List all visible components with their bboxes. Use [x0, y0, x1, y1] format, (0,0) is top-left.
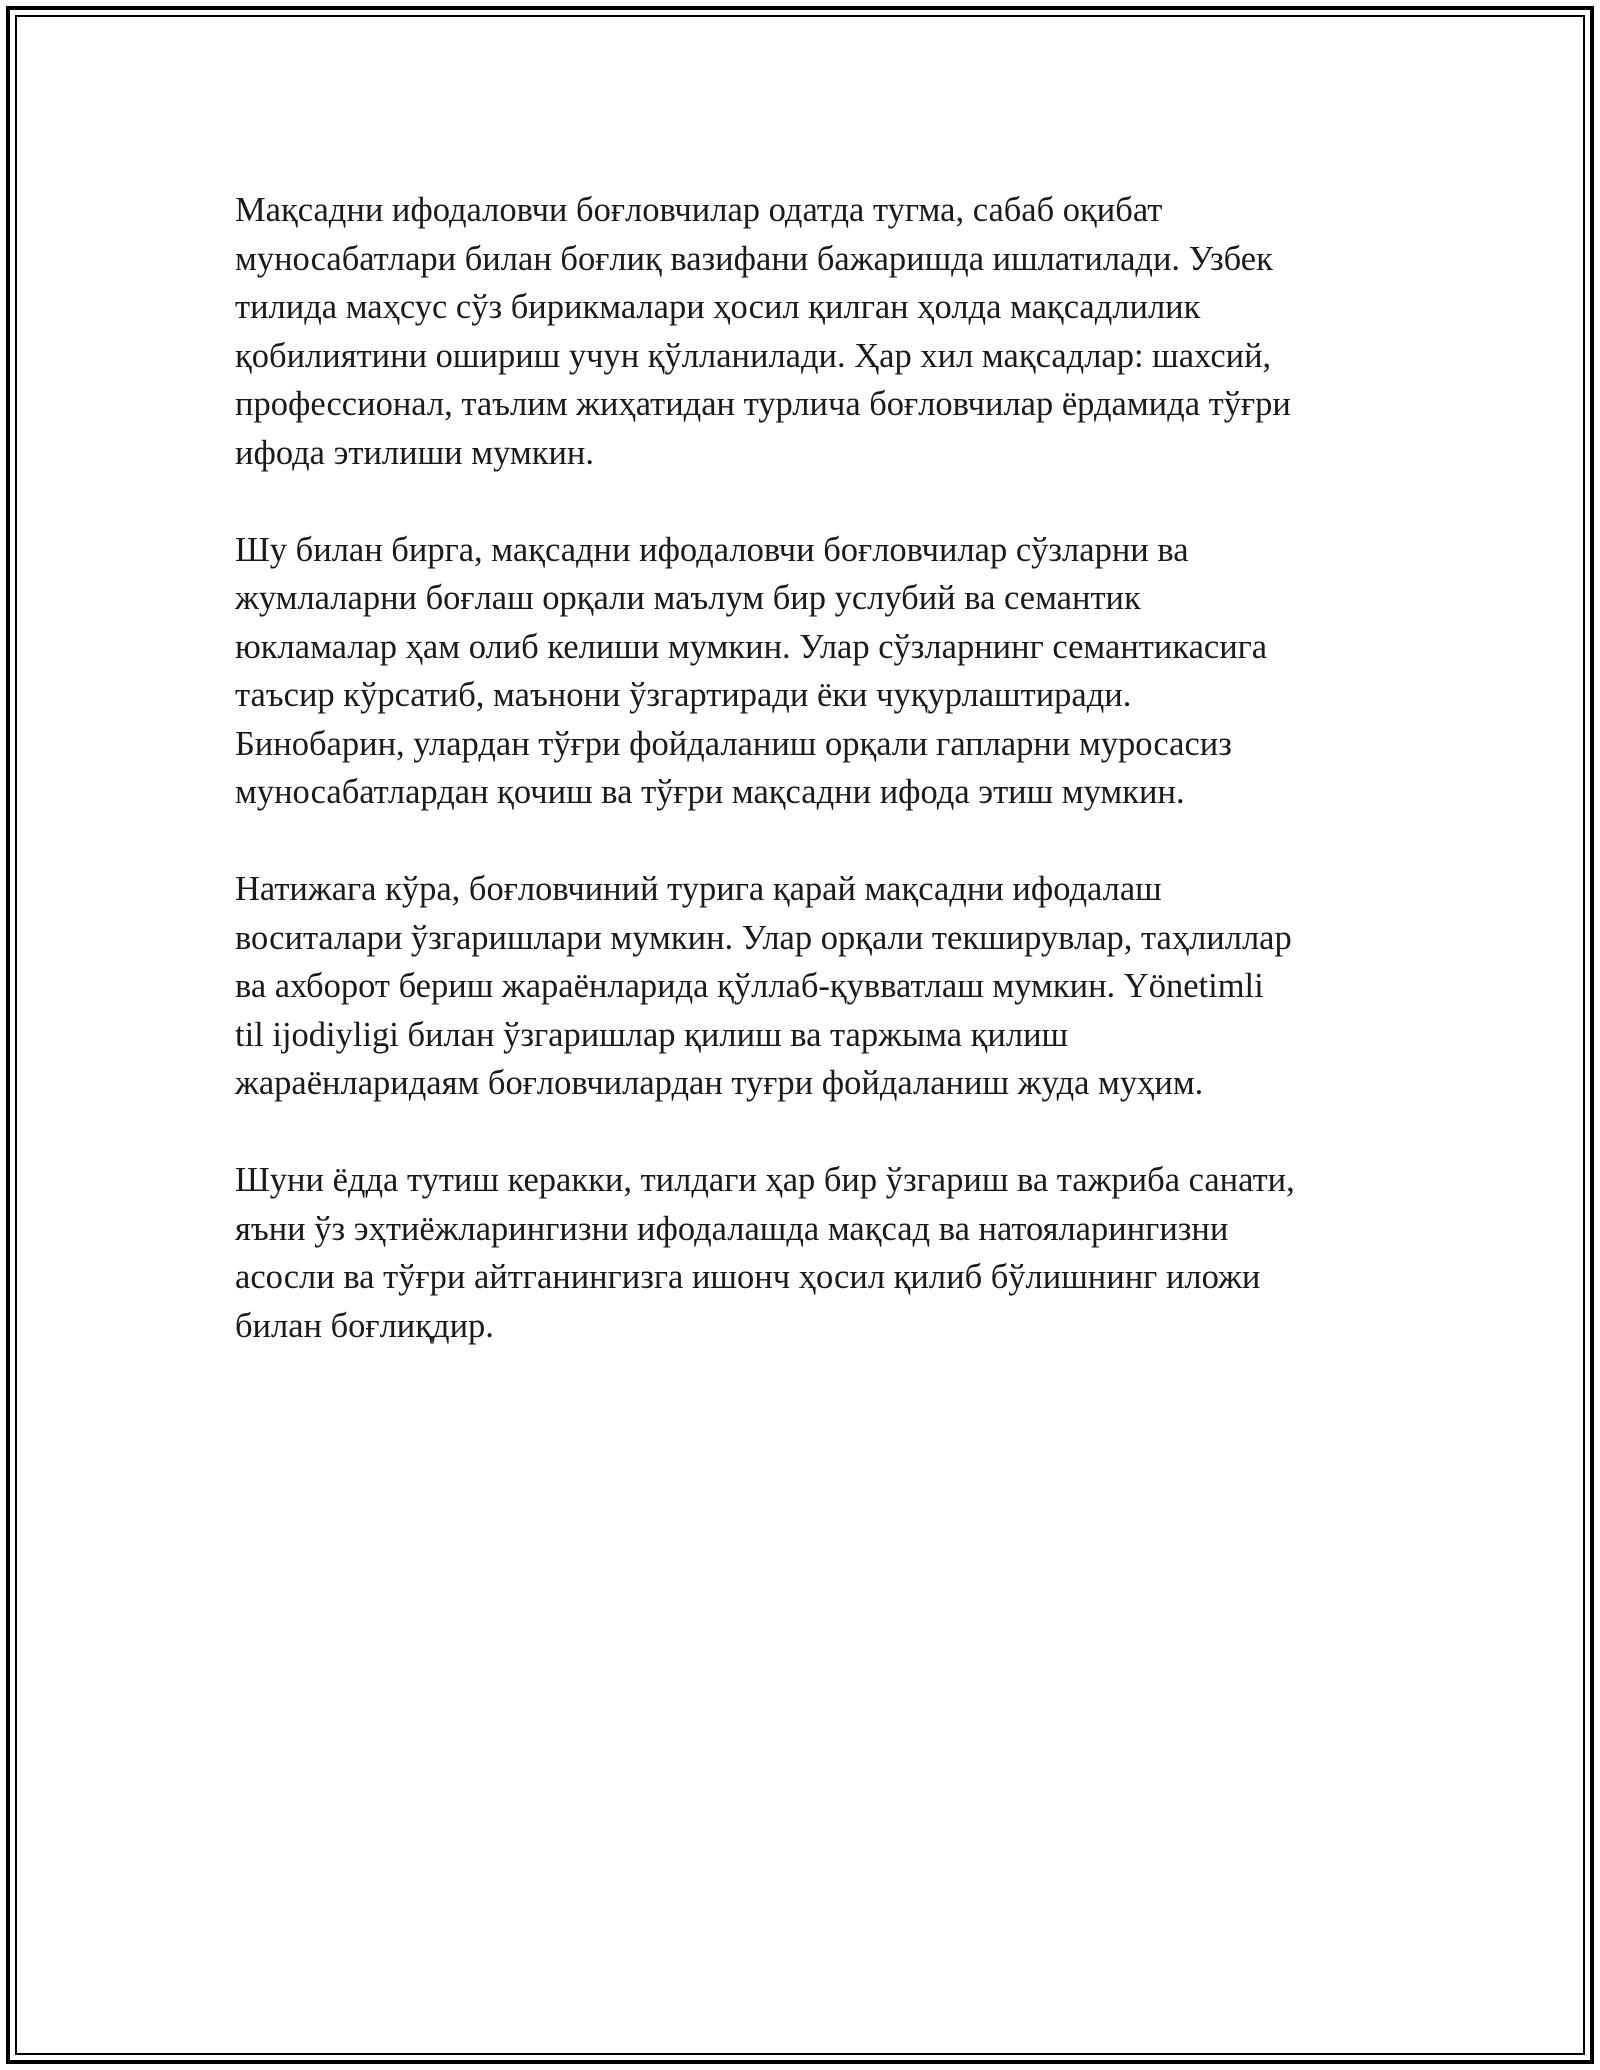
- text-line: Бинобарин, улардан тўғри фойдаланиш орқали гапларни муросасиз: [235, 724, 1232, 763]
- text-line: таъсир кўрсатиб, маънони ўзгартиради ёки чуқурлаштиради.: [235, 676, 1132, 714]
- text-line: ифода этилиши мумкин.: [235, 433, 595, 472]
- text-line: муносабатлари билан боғлиқ вазифани бажаришда ишлатилади. Узбек: [235, 239, 1273, 278]
- text-line: яъни ўз эҳтиёжларингизни ифодалашда мақсад ва натояларингизни: [235, 1209, 1229, 1248]
- text-line: Шу билан бирга, мақсадни ифодаловчи боғловчилар сўзларни ва: [235, 530, 1189, 569]
- paragraph-4: [235, 1156, 1375, 1350]
- text-line: профессионал, таълим жиҳатидан турлича боғловчилар ёрдамида тўғри: [235, 385, 1291, 423]
- text-line: билан боғлиқдир.: [235, 1306, 494, 1345]
- text-line: асосли ва тўғри айтганингизга ишонч ҳосил қилиб бўлишнинг иложи: [235, 1258, 1261, 1296]
- paragraph-1: [235, 186, 1375, 477]
- text-line: Шуни ёдда тутиш керакки, тилдаги ҳар бир ўзгариш ва тажриба санати,: [235, 1161, 1295, 1199]
- paragraph-2: [235, 526, 1375, 817]
- text-line: муносабатлардан қочиш ва тўғри мақсадни ифода этиш мумкин.: [235, 773, 1185, 811]
- text-line: жумлаларни боғлаш орқали маълум бир услубий ва семантик: [235, 579, 1141, 617]
- text-line: юкламалар ҳам олиб келиши мумкин. Улар сўзларнинг семантикасига: [235, 627, 1268, 666]
- text-line: Мақсадни ифодаловчи боғловчилар одатда тугма, сабаб оқибат: [235, 191, 1163, 229]
- text-line: til ijodiyligi билан ўзгаришлар қилиш ва таржыма қилиш: [235, 1015, 1069, 1054]
- text-line: жараёнларидаям боғловчилардан туғри фойдаланиш жуда муҳим.: [235, 1064, 1204, 1102]
- text-line: ва ахборот бериш жараёнларида қўллаб-қувватлаш мумкин. Yönetimli: [235, 967, 1264, 1005]
- paragraph-3: [235, 865, 1375, 1108]
- text-line: тилида маҳсус сўз бирикмалари ҳосил қилган ҳолда мақсадлилик: [235, 288, 1201, 326]
- text-line: қобилиятини ошириш учун қўлланилади. Ҳар хил мақсадлар: шахсий,: [235, 336, 1272, 375]
- text-line: воситалари ўзгаришлари мумкин. Улар орқали текширувлар, таҳлиллар: [235, 918, 1292, 957]
- document-body: [235, 186, 1375, 1399]
- text-line: Натижага кўра, боғловчиний турига қарай мақсадни ифодалаш: [235, 870, 1162, 908]
